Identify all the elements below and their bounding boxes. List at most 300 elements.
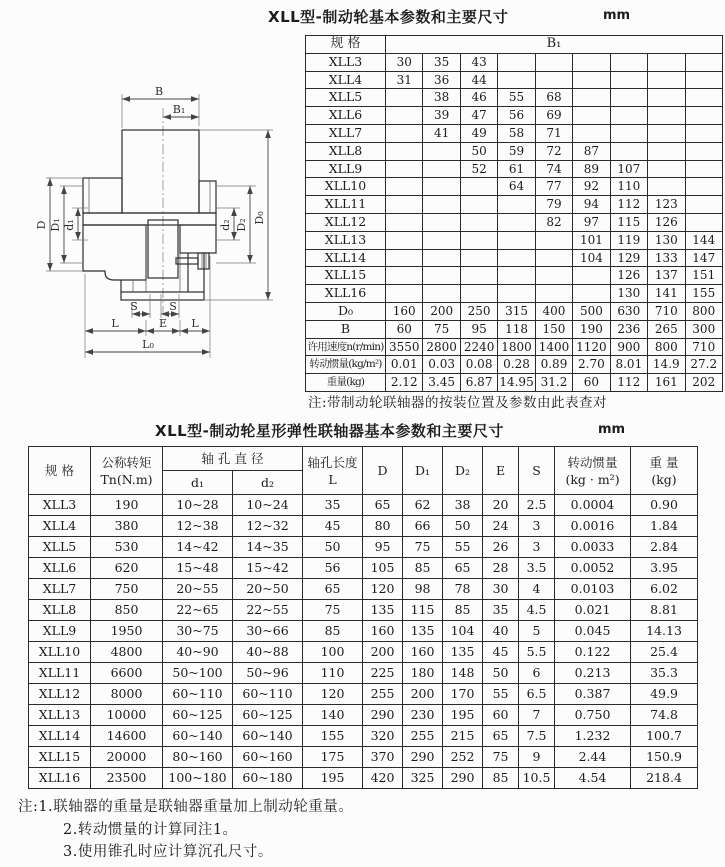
t2-cell: 5 [519, 621, 555, 642]
t1-cell [648, 107, 685, 125]
t2-cell: 50 [443, 516, 483, 537]
t2-cell: 0.021 [555, 600, 631, 621]
t2-cell: 65 [363, 495, 403, 516]
t1-cell [535, 53, 572, 71]
t1-cell: 0.89 [535, 356, 572, 374]
t1-cell [610, 89, 647, 107]
t2-cell: 252 [443, 747, 483, 768]
t1-cell: 0.03 [423, 356, 460, 374]
t1-cell: 59 [498, 142, 535, 160]
t1-cell [460, 196, 497, 214]
t1-cell: 79 [535, 196, 572, 214]
t1-cell: 3550 [386, 338, 423, 356]
t1-cell: 130 [648, 231, 685, 249]
t2-cell: 100~180 [163, 768, 233, 789]
t2-bore-dia-header: 轴 孔 直 径 [163, 447, 303, 471]
footnote-1: 注:1.联轴器的重量是联轴器重量加上制动轮重量。 [18, 799, 354, 815]
t1-cell [423, 196, 460, 214]
t1-row-label: D₀ [306, 302, 386, 320]
t2-cell: 60~140 [233, 726, 303, 747]
t2-cell: 14600 [91, 726, 163, 747]
t2-cell: 0.90 [631, 495, 698, 516]
t2-cell: 135 [363, 600, 403, 621]
t1-cell: 27.2 [685, 356, 723, 374]
t2-cell: 60 [483, 705, 519, 726]
dim-label-D1: D₁ [49, 218, 62, 232]
t1-row-label: XLL9 [306, 160, 386, 178]
t1-cell: 710 [685, 338, 723, 356]
t2-cell: 45 [303, 516, 363, 537]
t1-cell [685, 71, 723, 89]
t2-D2-header: D₂ [443, 447, 483, 495]
t2-row-label: XLL5 [29, 537, 91, 558]
t2-row [29, 579, 698, 600]
t2-row [29, 642, 698, 663]
t2-cell: 28 [483, 558, 519, 579]
t1-cell: 150 [535, 320, 572, 338]
t2-cell: 15~48 [163, 558, 233, 579]
t2-cell: 255 [403, 726, 443, 747]
t2-cell: 3.5 [519, 558, 555, 579]
t2-cell: 195 [443, 705, 483, 726]
left-hub-section [83, 225, 146, 280]
t1-cell [386, 142, 423, 160]
t2-cell: 120 [363, 579, 403, 600]
t2-row-label: XLL14 [29, 726, 91, 747]
t1-cell [423, 285, 460, 303]
t1-row [306, 356, 723, 374]
t2-cell: 66 [403, 516, 443, 537]
t1-cell [423, 160, 460, 178]
t1-cell: 41 [423, 124, 460, 142]
t1-cell [498, 71, 535, 89]
t2-cell: 0.750 [555, 705, 631, 726]
bracket-flange [121, 292, 204, 300]
t2-cell: 75 [403, 537, 443, 558]
t2-row-label: XLL7 [29, 579, 91, 600]
t1-cell: 71 [535, 124, 572, 142]
t2-cell: 180 [403, 663, 443, 684]
t2-cell: 115 [403, 600, 443, 621]
t1-cell: 39 [423, 107, 460, 125]
t1-cell: 202 [685, 374, 723, 392]
t2-D-header: D [363, 447, 403, 495]
t2-row-label: XLL12 [29, 684, 91, 705]
t1-cell: 112 [610, 374, 647, 392]
t1-row-label: XLL11 [306, 196, 386, 214]
t2-cell: 40~90 [163, 642, 233, 663]
t2-cell: 62 [403, 495, 443, 516]
t1-cell: 31.2 [535, 374, 572, 392]
t1-cell: 68 [535, 89, 572, 107]
t2-cell: 3.95 [631, 558, 698, 579]
t2-cell: 55 [483, 684, 519, 705]
t2-cell: 60~160 [233, 747, 303, 768]
t2-cell: 1950 [91, 621, 163, 642]
t1-cell [386, 285, 423, 303]
dim-label-L-right: L [191, 317, 199, 330]
t2-cell: 2.84 [631, 537, 698, 558]
t2-cell: 20000 [91, 747, 163, 768]
t2-cell: 23500 [91, 768, 163, 789]
t2-cell: 0.0033 [555, 537, 631, 558]
t1-cell [648, 89, 685, 107]
t1-cell [648, 53, 685, 71]
t2-cell: 60~110 [233, 684, 303, 705]
t1-cell [460, 231, 497, 249]
t2-row [29, 621, 698, 642]
t1-cell [685, 89, 723, 107]
t2-cell: 290 [443, 768, 483, 789]
t1-cell [460, 213, 497, 231]
t1-cell [685, 196, 723, 214]
dim-label-L-left: L [111, 317, 119, 330]
t2-row-label: XLL6 [29, 558, 91, 579]
dim-label-S-left: S [130, 300, 138, 313]
t2-cell: 148 [443, 663, 483, 684]
t2-row [29, 747, 698, 768]
t1-cell: 36 [423, 71, 460, 89]
t2-cell: 0.0103 [555, 579, 631, 600]
t2-cell: 85 [303, 621, 363, 642]
t2-cell: 98 [403, 579, 443, 600]
t1-row-label: 转动惯量(kg/m²) [306, 356, 386, 374]
t2-cell: 104 [443, 621, 483, 642]
t1-row-label: XLL5 [306, 89, 386, 107]
t2-cell: 3 [519, 537, 555, 558]
footnote-2: 2.转动惯量的计算同注1。 [63, 821, 238, 838]
dim-label-B: B [154, 85, 164, 98]
t2-cell: 190 [91, 495, 163, 516]
t2-cell: 74.8 [631, 705, 698, 726]
t2-cell: 60~140 [163, 726, 233, 747]
t1-cell: 74 [535, 160, 572, 178]
t1-cell [386, 160, 423, 178]
footnote-3: 3.使用锥孔时应计算沉孔尺寸。 [63, 844, 273, 860]
t1-cell: 133 [648, 249, 685, 267]
t2-row-label: XLL15 [29, 747, 91, 768]
t1-cell: 44 [460, 71, 497, 89]
t1-cell: 72 [535, 142, 572, 160]
t2-cell: 255 [363, 684, 403, 705]
t1-cell [610, 124, 647, 142]
t1-cell: 141 [648, 285, 685, 303]
t1-row-label: XLL15 [306, 267, 386, 285]
t2-cell: 0.387 [555, 684, 631, 705]
t1-b1-header: B₁ [386, 36, 723, 54]
t1-row [306, 249, 723, 267]
t1-row-label: 许用速度n(r/min) [306, 338, 386, 356]
t1-cell [535, 267, 572, 285]
t2-cell: 35 [483, 600, 519, 621]
hub-band [83, 213, 216, 225]
t2-cell: 7 [519, 705, 555, 726]
t1-cell: 89 [573, 160, 610, 178]
t1-cell: 130 [610, 285, 647, 303]
t1-cell [460, 285, 497, 303]
t1-cell: 104 [573, 249, 610, 267]
t2-cell: 60~110 [163, 684, 233, 705]
t2-cell: 85 [483, 768, 519, 789]
t1-cell [460, 249, 497, 267]
t1-cell [685, 160, 723, 178]
t1-row-label: XLL10 [306, 178, 386, 196]
t1-cell: 250 [460, 302, 497, 320]
t1-cell [498, 249, 535, 267]
t1-row [306, 338, 723, 356]
t2-cell: 30 [483, 579, 519, 600]
table1-note: 注:带制动轮联轴器的按装位置及参数由此表查对 [308, 395, 608, 411]
t1-cell [460, 178, 497, 196]
t2-row [29, 537, 698, 558]
t2-cell: 22~65 [163, 600, 233, 621]
t2-spec-header: 规 格 [29, 447, 91, 495]
t2-cell: 75 [303, 600, 363, 621]
t2-cell: 1.232 [555, 726, 631, 747]
t1-header-row [306, 36, 723, 54]
t1-cell [573, 267, 610, 285]
t2-cell: 20 [483, 495, 519, 516]
t2-cell: 49.9 [631, 684, 698, 705]
t2-cell: 218.4 [631, 768, 698, 789]
t2-cell: 30~75 [163, 621, 233, 642]
t2-cell: 225 [363, 663, 403, 684]
t1-cell [685, 53, 723, 71]
t1-row-label: XLL7 [306, 124, 386, 142]
t1-cell [573, 285, 610, 303]
t2-cell: 140 [303, 705, 363, 726]
t1-cell [535, 249, 572, 267]
t1-cell: 47 [460, 107, 497, 125]
t2-cell: 35.3 [631, 663, 698, 684]
coupling-parameters-table [28, 446, 698, 789]
t1-cell: 55 [498, 89, 535, 107]
t2-cell: 10000 [91, 705, 163, 726]
t1-row-label: XLL16 [306, 285, 386, 303]
t2-cell: 4.5 [519, 600, 555, 621]
t1-cell: 500 [573, 302, 610, 320]
t2-cell: 30~66 [233, 621, 303, 642]
t2-S-header: S [519, 447, 555, 495]
t2-cell: 750 [91, 579, 163, 600]
t2-cell: 85 [443, 600, 483, 621]
t1-row-label: XLL12 [306, 213, 386, 231]
t1-cell: 0.28 [498, 356, 535, 374]
t1-row [306, 231, 723, 249]
t1-cell [685, 213, 723, 231]
t2-cell: 170 [443, 684, 483, 705]
t2-d2-header: d₂ [233, 471, 303, 495]
t1-cell: 900 [610, 338, 647, 356]
t2-cell: 0.0004 [555, 495, 631, 516]
t1-cell: 265 [648, 320, 685, 338]
table1-title: XLL型-制动轮基本参数和主要尺寸 [268, 8, 509, 26]
t1-cell: 0.08 [460, 356, 497, 374]
t1-cell: 190 [573, 320, 610, 338]
t2-row [29, 663, 698, 684]
t1-cell [573, 71, 610, 89]
t1-row-label: XLL8 [306, 142, 386, 160]
t1-cell [535, 285, 572, 303]
t1-cell [648, 142, 685, 160]
t1-cell: 8.01 [610, 356, 647, 374]
t2-cell: 50 [303, 537, 363, 558]
t2-row-label: XLL8 [29, 600, 91, 621]
t1-row [306, 267, 723, 285]
t1-cell [573, 53, 610, 71]
page-title-1 [268, 6, 508, 27]
t2-cell: 2.5 [519, 495, 555, 516]
t1-cell: 630 [610, 302, 647, 320]
t1-cell [535, 231, 572, 249]
t1-cell [423, 178, 460, 196]
t2-inertia-header: 转动惯量 (kg · m²) [555, 447, 631, 495]
t1-cell: 60 [573, 374, 610, 392]
t1-row [306, 285, 723, 303]
t1-row-label: B [306, 320, 386, 338]
coupling-drawing-svg [28, 68, 300, 390]
t2-cell: 20~55 [163, 579, 233, 600]
t1-cell: 1120 [573, 338, 610, 356]
t1-cell: 800 [685, 302, 723, 320]
t1-cell: 64 [498, 178, 535, 196]
t1-cell: 61 [498, 160, 535, 178]
t2-cell: 40 [483, 621, 519, 642]
t1-cell: 60 [386, 320, 423, 338]
t2-cell: 65 [443, 558, 483, 579]
t1-cell: 315 [498, 302, 535, 320]
t1-row [306, 107, 723, 125]
t2-cell: 12~32 [233, 516, 303, 537]
t1-cell [386, 107, 423, 125]
t1-cell [386, 267, 423, 285]
t1-cell [535, 71, 572, 89]
t1-cell [386, 231, 423, 249]
t1-cell: 161 [648, 374, 685, 392]
t2-row-label: XLL9 [29, 621, 91, 642]
right-hub-section [180, 225, 216, 253]
t1-row [306, 320, 723, 338]
coupling-section-drawing [28, 68, 300, 390]
t1-cell: 2240 [460, 338, 497, 356]
t1-cell: 126 [648, 213, 685, 231]
t1-cell: 144 [685, 231, 723, 249]
table2-title: XLL型-制动轮星形弹性联轴器基本参数和主要尺寸 [155, 422, 504, 440]
t2-cell: 0.0016 [555, 516, 631, 537]
t2-row-label: XLL13 [29, 705, 91, 726]
t1-cell [423, 231, 460, 249]
t2-cell: 105 [363, 558, 403, 579]
t2-cell: 14~35 [233, 537, 303, 558]
t2-row [29, 558, 698, 579]
t1-cell: 94 [573, 196, 610, 214]
t2-cell: 65 [303, 579, 363, 600]
t1-cell: 200 [423, 302, 460, 320]
t1-row [306, 142, 723, 160]
t2-cell: 290 [363, 705, 403, 726]
t1-cell: 147 [685, 249, 723, 267]
t1-row [306, 53, 723, 71]
t1-cell: 151 [685, 267, 723, 285]
t1-spec-header: 规 格 [306, 36, 386, 54]
t2-cell: 4800 [91, 642, 163, 663]
t1-cell [498, 231, 535, 249]
t1-cell: 115 [610, 213, 647, 231]
t2-cell: 60~125 [163, 705, 233, 726]
t1-cell [573, 124, 610, 142]
brake-wheel-parameters-table [305, 35, 723, 392]
t2-bore-len-header: 轴孔长度 L [303, 447, 363, 495]
table2-unit: mm [598, 422, 626, 437]
t2-cell: 150.9 [631, 747, 698, 768]
t1-cell: 77 [535, 178, 572, 196]
t2-cell: 75 [483, 747, 519, 768]
t2-cell: 14.13 [631, 621, 698, 642]
t1-row [306, 196, 723, 214]
t2-row-label: XLL4 [29, 516, 91, 537]
t2-cell: 65 [483, 726, 519, 747]
t1-cell: 112 [610, 196, 647, 214]
t2-cell: 0.045 [555, 621, 631, 642]
t1-cell: 0.01 [386, 356, 423, 374]
dim-label-E: E [158, 317, 168, 330]
t1-cell: 2800 [423, 338, 460, 356]
t1-row [306, 89, 723, 107]
t2-cell: 50~96 [233, 663, 303, 684]
t2-cell: 40~88 [233, 642, 303, 663]
t1-cell: 49 [460, 124, 497, 142]
t2-cell: 325 [403, 768, 443, 789]
brake-drum [122, 130, 199, 213]
t2-torque-header: 公称转矩 Tn(N.m) [91, 447, 163, 495]
t2-cell: 9 [519, 747, 555, 768]
t2-cell: 120 [303, 684, 363, 705]
t2-cell: 25.4 [631, 642, 698, 663]
t1-cell [498, 285, 535, 303]
t2-row-label: XLL10 [29, 642, 91, 663]
t1-cell: 52 [460, 160, 497, 178]
t2-cell: 80 [363, 516, 403, 537]
t1-cell: 46 [460, 89, 497, 107]
t1-cell [610, 71, 647, 89]
t1-cell: 1800 [498, 338, 535, 356]
t2-weight-header: 重 量 (kg) [631, 447, 698, 495]
t2-D1-header: D₁ [403, 447, 443, 495]
t1-cell: 82 [535, 213, 572, 231]
t2-row [29, 516, 698, 537]
t1-cell: 300 [685, 320, 723, 338]
dim-label-L0: L₀ [142, 338, 154, 351]
t1-cell [610, 107, 647, 125]
t2-cell: 380 [91, 516, 163, 537]
t1-cell: 119 [610, 231, 647, 249]
t2-cell: 50~100 [163, 663, 233, 684]
t2-cell: 370 [363, 747, 403, 768]
t1-cell [423, 267, 460, 285]
t2-cell: 60~125 [233, 705, 303, 726]
t2-cell: 155 [303, 726, 363, 747]
t1-cell [685, 107, 723, 125]
t1-cell: 3.45 [423, 374, 460, 392]
t2-E-header: E [483, 447, 519, 495]
t2-cell: 10.5 [519, 768, 555, 789]
t1-row [306, 71, 723, 89]
t1-cell [423, 213, 460, 231]
t1-cell: 35 [423, 53, 460, 71]
t2-cell: 200 [403, 684, 443, 705]
t2-cell: 56 [303, 558, 363, 579]
t1-cell [648, 124, 685, 142]
